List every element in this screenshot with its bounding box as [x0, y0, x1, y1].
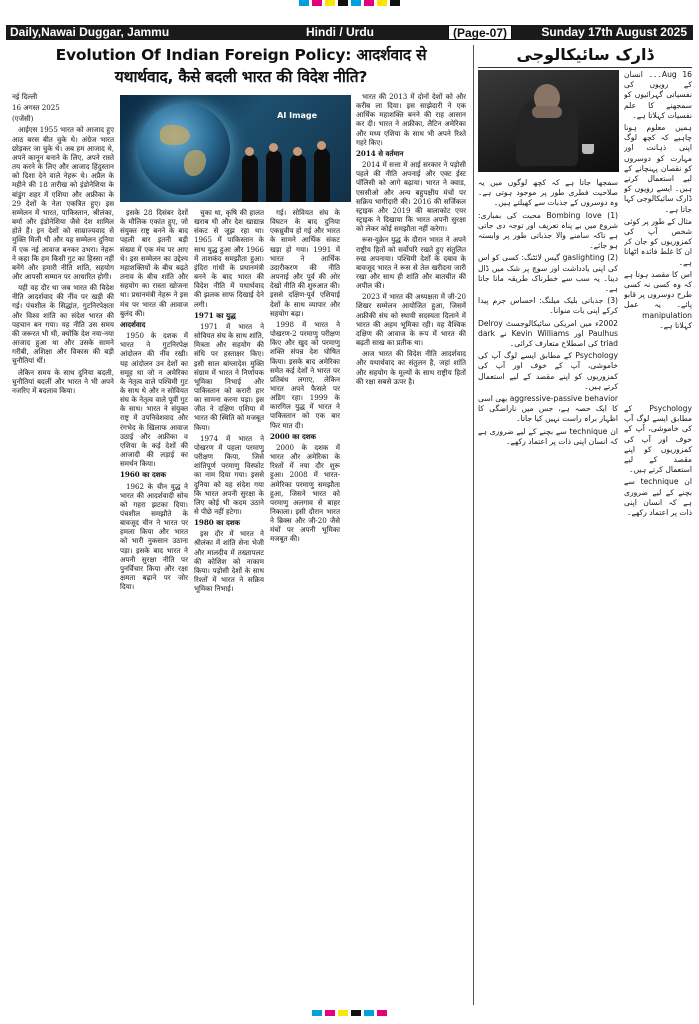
headline-line-2: यथार्थवाद, कैसे बदली भारत की विदेश नीति?: [114, 68, 368, 86]
paragraph: 1974 में भारत ने पोखरण में पहला परमाणु परीक्षण किया, जिसे शांतिपूर्ण परमाणु विस्फोट का नाम दिया गया। इससे दुनिया को यह संदेश गया कि भारत अपनी सुरक्षा के लिए कोई भी कदम उठाने से पीछे नहीं हटेगा।: [194, 433, 264, 516]
subheading: आदर्शवाद: [120, 319, 146, 329]
paragraph: 1971 में भारत ने सोवियत संघ के साथ शांति, मित्रता और सहयोग की संधि पर हस्ताक्षर किए। इसी साल बांग्लादेश मुक्ति संग्राम में भारत ने निर्णायक भूमिका निभाई और पाकिस्तान को करारी हार का सामना करना पड़ा। इस जीत ने दक्षिण एशिया में भारत की स्थिति को मजबूत किया।: [194, 321, 264, 432]
leader-head: [317, 141, 326, 150]
paragraph: आज भारत की विदेश नीति आदर्शवाद और यथार्थवाद का संतुलन है, जहां शांति और सहयोग के मूल्यों के साथ राष्ट्रीय हितों की रक्षा सबसे ऊपर है।: [356, 349, 466, 386]
registration-swatch: [377, 1010, 387, 1016]
paper-name: Daily,Nawai Duggar, Jammu: [10, 25, 170, 39]
registration-swatch: [312, 1010, 322, 1016]
registration-swatch: [377, 0, 387, 6]
article-column-3: [194, 208, 264, 1004]
registration-swatch: [312, 0, 322, 6]
urdu-paragraph: اس کا مقصد ہوتا ہے کہ وہ کسی نہ کسی طرح دوسروں پر قابو پائے۔ یہ عمل manipulation کہلاتا ہے۔: [624, 269, 692, 330]
urdu-paragraph: 16 Aug۔۔۔ انسان کے رویوں کی نفسیاتی گہرائیوں کو سمجھنے کا علم نفسیات کہلاتا ہے۔: [624, 70, 692, 120]
urdu-paragraph: سمجھا جاتا ہے کہ کچھ لوگوں میں یہ صلاحیت فطری طور پر موجود ہوتی ہے۔ وہ دوسروں کے جذبات سے کھیلتے ہیں۔: [478, 178, 618, 208]
issue-date: Sunday 17th August 2025: [541, 25, 687, 39]
dateline-date: 16 अगस्त 2025: [12, 103, 60, 113]
urdu-column-right-lower: [624, 404, 692, 1004]
page-number: (Page-07): [448, 25, 512, 40]
article-column-2: [120, 208, 188, 1004]
registration-marks-footer: [0, 1010, 699, 1020]
urdu-paragraph: (1) Bombing love محبت کی بمباری: شروع میں بے پناہ تعریف اور توجہ دی جاتی ہے تاکہ سامنے والا جذباتی طور پر وابستہ ہو جائے۔: [478, 210, 618, 251]
urdu-paragraph: aggressive-passive behavior بھی اسی کا ایک حصہ ہے، جس میں ناراضگی کا اظہار براہ راست نہیں کیا جاتا۔: [478, 394, 618, 424]
paragraph: 2014 में सत्ता में आई सरकार ने पड़ोसी पहले की नीति अपनाई और एक्ट ईस्ट पॉलिसी को आगे बढ़ाया। भारत ने क्वाड, एससीओ और अन्य बहुपक्षीय मंचों पर सक्रिय भागीदारी की। 2016 की सर्जिकल स्ट्राइक और 2019 की बालाकोट एयर स्ट्राइक ने दिखाया कि भारत अपनी सुरक्षा को लेकर कोई समझौता नहीं करेगा।: [356, 160, 466, 234]
leader-silhouette: [314, 148, 330, 202]
paragraph: 2000 के दशक में भारत और अमेरिका के रिश्तों में नया दौर शुरू हुआ। 2008 में भारत-अमेरिका परमाणु समझौता हुआ, जिसने भारत को परमाणु अलगाव से बाहर निकाला। इसी दौरान भारत ने ब्रिक्स और जी-20 जैसे मंचों पर अपनी भूमिका मजबूत की।: [270, 442, 340, 544]
registration-swatch: [325, 0, 335, 6]
paragraph: इसके 28 दिसंबर देशों के मौलिक एकांत हुए, जो संयुक्त राष्ट्र बनने के बाद पहली बार इतनी बड़ी संख्या में एक मंच पर आए थे। इस सम्मेलन का उद्देश्य महाशक्तियों के बीच बढ़ते तनाव के बीच शांति और सहयोग का रास्ता खोजना था। प्रधानमंत्री नेहरू ने इस मंच पर भारत की आवाज बुलंद की।: [120, 208, 188, 318]
paragraph: यही वह दौर था जब भारत की विदेश नीति आदर्शवाद की नींव पर खड़ी की गई। पंचशील के सिद्धांत, गुटनिरपेक्षता और विश्व शांति का संदेश भारत की पहचान बन गया। यह नीति उस समय की जरूरत भी थी, क्योंकि देश नया-नया आजाद हुआ था और उसके सामने गरीबी, अशिक्षा और विकास की बड़ी चुनौतियां थीं।: [12, 283, 114, 366]
article-headline: [12, 44, 470, 88]
paragraph: इस दौर में भारत ने श्रीलंका में शांति सेना भेजी और मालदीव में तख्तापलट की कोशिश को नाकाम किया। पड़ोसी देशों के साथ रिश्तों में भारत ने सक्रिय भूमिका निभाई।: [194, 529, 264, 594]
leader-silhouette: [242, 154, 258, 202]
dateline-agency: (एजेंसी): [12, 114, 34, 124]
image-caption: AI Image: [277, 111, 317, 120]
dateline-city: नई दिल्ली: [12, 92, 38, 101]
registration-swatch: [351, 0, 361, 6]
urdu-paragraph: Psychology کے مطابق ایسے لوگ آپ کی خاموشی، آپ کے خوف اور آپ کی کمزوریوں کو اپنے مقصد کے لیے استعمال کرتے ہیں۔: [478, 351, 618, 391]
registration-swatch: [338, 0, 348, 6]
urdu-column-main: [478, 178, 618, 1004]
paragraph: भारत की 2013 में दोनों देशों को और करीब ला दिया। इस साझेदारी ने एक आर्थिक महाशक्ति बनने की राह आसान कर दी। भारत ने अफ्रीका, लैटिन अमेरिका और मध्य एशिया के साथ भी अपने रिश्ते गहरे किए।: [356, 92, 466, 147]
masthead: [0, 0, 699, 40]
urdu-paragraph: ان technique سے بچنے کے لیے ضروری ہے کہ انسان اپنی ذات پر اعتماد رکھے۔: [624, 477, 692, 518]
landmass-shape: [160, 125, 190, 145]
article-column-1: [12, 92, 114, 1004]
column-divider: [473, 45, 474, 1005]
paragraph: गई। सोवियत संघ के विघटन के बाद दुनिया एकध्रुवीय हो गई और भारत के सामने आर्थिक संकट खड़ा हो गया। 1991 में भारत ने आर्थिक उदारीकरण की नीति अपनाई और पूर्व की ओर देखो नीति की शुरुआत की। इससे दक्षिण-पूर्व एशियाई देशों के साथ व्यापार और सहयोग बढ़ा।: [270, 208, 340, 318]
paragraph: रूस-यूक्रेन युद्ध के दौरान भारत ने अपने राष्ट्रीय हितों को सर्वोपरि रखते हुए संतुलित रुख अपनाया। पश्चिमी देशों के दबाव के बावजूद भारत ने रूस से तेल खरीदना जारी रखा और साथ ही शांति और बातचीत की अपील की।: [356, 235, 466, 291]
registration-swatch: [390, 0, 400, 6]
registration-marks: [0, 0, 699, 10]
edition-label: Hindi / Urdu: [306, 25, 374, 39]
cup-shape: [582, 144, 594, 154]
urdu-headline: ڈارک سائیکالوجی: [516, 45, 654, 64]
header-bar: [6, 25, 693, 40]
paragraph: 1950 के दशक में भारत ने गुटनिरपेक्ष आंदोलन की नींव रखी। यह आंदोलन उन देशों का समूह था जो न अमेरिका के नेतृत्व वाले पश्चिमी गुट के साथ थे और न सोवियत संघ के नेतृत्व वाले पूर्वी गुट के साथ। भारत ने संयुक्त राष्ट्र में उपनिवेशवाद और रंगभेद के खिलाफ आवाज उठाई और अफ्रीका व एशिया के कई देशों की आजादी की लड़ाई का समर्थन किया।: [120, 331, 188, 469]
headline-line-1: Evolution Of Indian Foreign Policy: आदर्शवाद से: [55, 46, 427, 64]
article-column-5: [356, 92, 466, 1004]
leader-head: [269, 143, 278, 152]
paragraph: 1998 में भारत ने पोखरण-2 परमाणु परीक्षण किए और खुद को परमाणु शक्ति संपन्न देश घोषित किया। इसके बाद अमेरिका समेत कई देशों ने भारत पर प्रतिबंध लगाए, लेकिन भारत अपने फैसले पर अडिग रहा। 1999 के कारगिल युद्ध में भारत ने पाकिस्तान को एक बार फिर मात दी।: [270, 319, 340, 430]
registration-swatch: [351, 1010, 361, 1016]
urdu-paragraph: ان technique سے بچنے کے لیے ضروری ہے کہ انسان اپنی ذات پر اعتماد رکھے۔: [478, 426, 618, 446]
subheading: 1960 का दशक: [120, 470, 167, 480]
subheading: 2000 का दशक: [270, 431, 317, 441]
leader-head: [245, 147, 254, 156]
leader-silhouette: [290, 154, 306, 202]
paragraph: 1962 के चीन युद्ध ने भारत की आदर्शवादी सोच को गहरा झटका दिया। पंचशील समझौते के बावजूद चीन ने भारत पर हमला किया और भारत को भारी नुकसान उठाना पड़ा। इसके बाद भारत ने अपनी सुरक्षा नीति पर पुनर्विचार किया और रक्षा क्षमता बढ़ाने पर जोर दिया।: [120, 481, 188, 592]
urdu-paragraph: (3) جذباتی بلیک میلنگ: احساس جرم پیدا کرکے اپنی بات منوانا۔: [478, 296, 618, 316]
paragraph: चुका था, कृषि की हालत खराब थी और देश खाद्यान्न संकट से जूझ रहा था। 1965 में पाकिस्तान के साथ युद्ध हुआ और 1966 में ताशकंद समझौता हुआ। इंदिरा गांधी के प्रधानमंत्री बनने के बाद भारत की विदेश नीति में यथार्थवाद की झलक साफ दिखाई देने लगी।: [194, 208, 264, 309]
leader-head: [293, 147, 302, 156]
globe-graphic: [138, 103, 230, 195]
article-column-4: [270, 208, 340, 1004]
urdu-article-image: [478, 70, 619, 172]
subheading: 2014 से वर्तमान: [356, 148, 404, 158]
subheading: 1980 का दशक: [194, 518, 241, 528]
subheading: 1971 का युद्ध: [194, 310, 236, 320]
article-image: [120, 95, 351, 202]
registration-swatch: [338, 1010, 348, 1016]
registration-swatch: [364, 1010, 374, 1016]
registration-swatch: [364, 0, 374, 6]
person-hands: [532, 106, 562, 118]
leader-silhouette: [266, 150, 282, 202]
paragraph: आईएस 1955 भारत को आजाद हुए आठ बरस बीत चुके थे। अंग्रेज भारत छोड़कर जा चुके थे। अब हम आजाद थे, अपने कानून बनाने के लिए, अपने रास्ते तय करने के लिए और आजाद हिंदुस्तान को दिशा देने वाले नेहरू थे। अप्रैल के महीने की 18 तारीख को इंडोनेशिया के बांडुंग शहर में एशिया और अफ्रीका के 29 देशों के नेता एकत्रित हुए। इस सम्मेलन में भारत, पाकिस्तान, श्रीलंका, बर्मा और इंडोनेशिया जैसे देश शामिल होते हैं। इन देशों को साम्राज्यवाद से मुक्ति मिली थी और यह सम्मेलन दुनिया में एक नई आवाज बनकर उभरा। नेहरू ने कहा कि हम किसी गुट का हिस्सा नहीं बनेंगे और हमारी नीति शांति, सहयोग और आपसी सम्मान पर आधारित होगी।: [12, 125, 114, 281]
registration-swatch: [325, 1010, 335, 1016]
urdu-paragraph: 2002ء میں امریکی سائیکالوجسٹ Delroy Paulhus اور Kevin Williams نے dark triad کی اصطلاح متعارف کرائی۔: [478, 318, 618, 349]
urdu-column-right: [624, 70, 692, 400]
headline-rule: [478, 67, 692, 68]
urdu-paragraph: Psychology کے مطابق ایسے لوگ آپ کی خاموشی، آپ کے خوف اور آپ کی کمزوریوں کو اپنے مقصد کے لیے استعمال کرتے ہیں۔: [624, 404, 692, 475]
paragraph: 2023 में भारत की अध्यक्षता में जी-20 शिखर सम्मेलन आयोजित हुआ, जिसमें अफ्रीकी संघ को स्थायी सदस्यता दिलाने में भारत की अहम भूमिका रही। यह वैश्विक दक्षिण की आवाज के रूप में भारत की बढ़ती साख का प्रतीक था।: [356, 292, 466, 348]
registration-swatch: [299, 0, 309, 6]
urdu-paragraph: ہمیں معلوم ہونا چاہیے کہ کچھ لوگ اپنی ذہانت اور مہارت کو دوسروں کو نقصان پہنچانے کے لیے استعمال کرتے ہیں۔ ایسے رویوں کو ڈارک سائیکالوجی کہا جاتا ہے۔: [624, 123, 692, 214]
urdu-paragraph: (2) gaslighting گیس لائٹنگ: کسی کو اس کی اپنی یادداشت اور سوچ پر شک میں ڈال دینا۔ یہ سب سے خطرناک طریقہ مانا جاتا ہے۔: [478, 253, 618, 294]
urdu-paragraph: مثال کے طور پر کوئی شخص آپ کی کمزوریوں کو جان کر ان کا غلط فائدہ اٹھاتا ہے۔: [624, 216, 692, 267]
paragraph: लेकिन समय के साथ दुनिया बदली, चुनौतियां बदलीं और भारत ने भी अपने नजरिए में बदलाव किया।: [12, 367, 114, 395]
